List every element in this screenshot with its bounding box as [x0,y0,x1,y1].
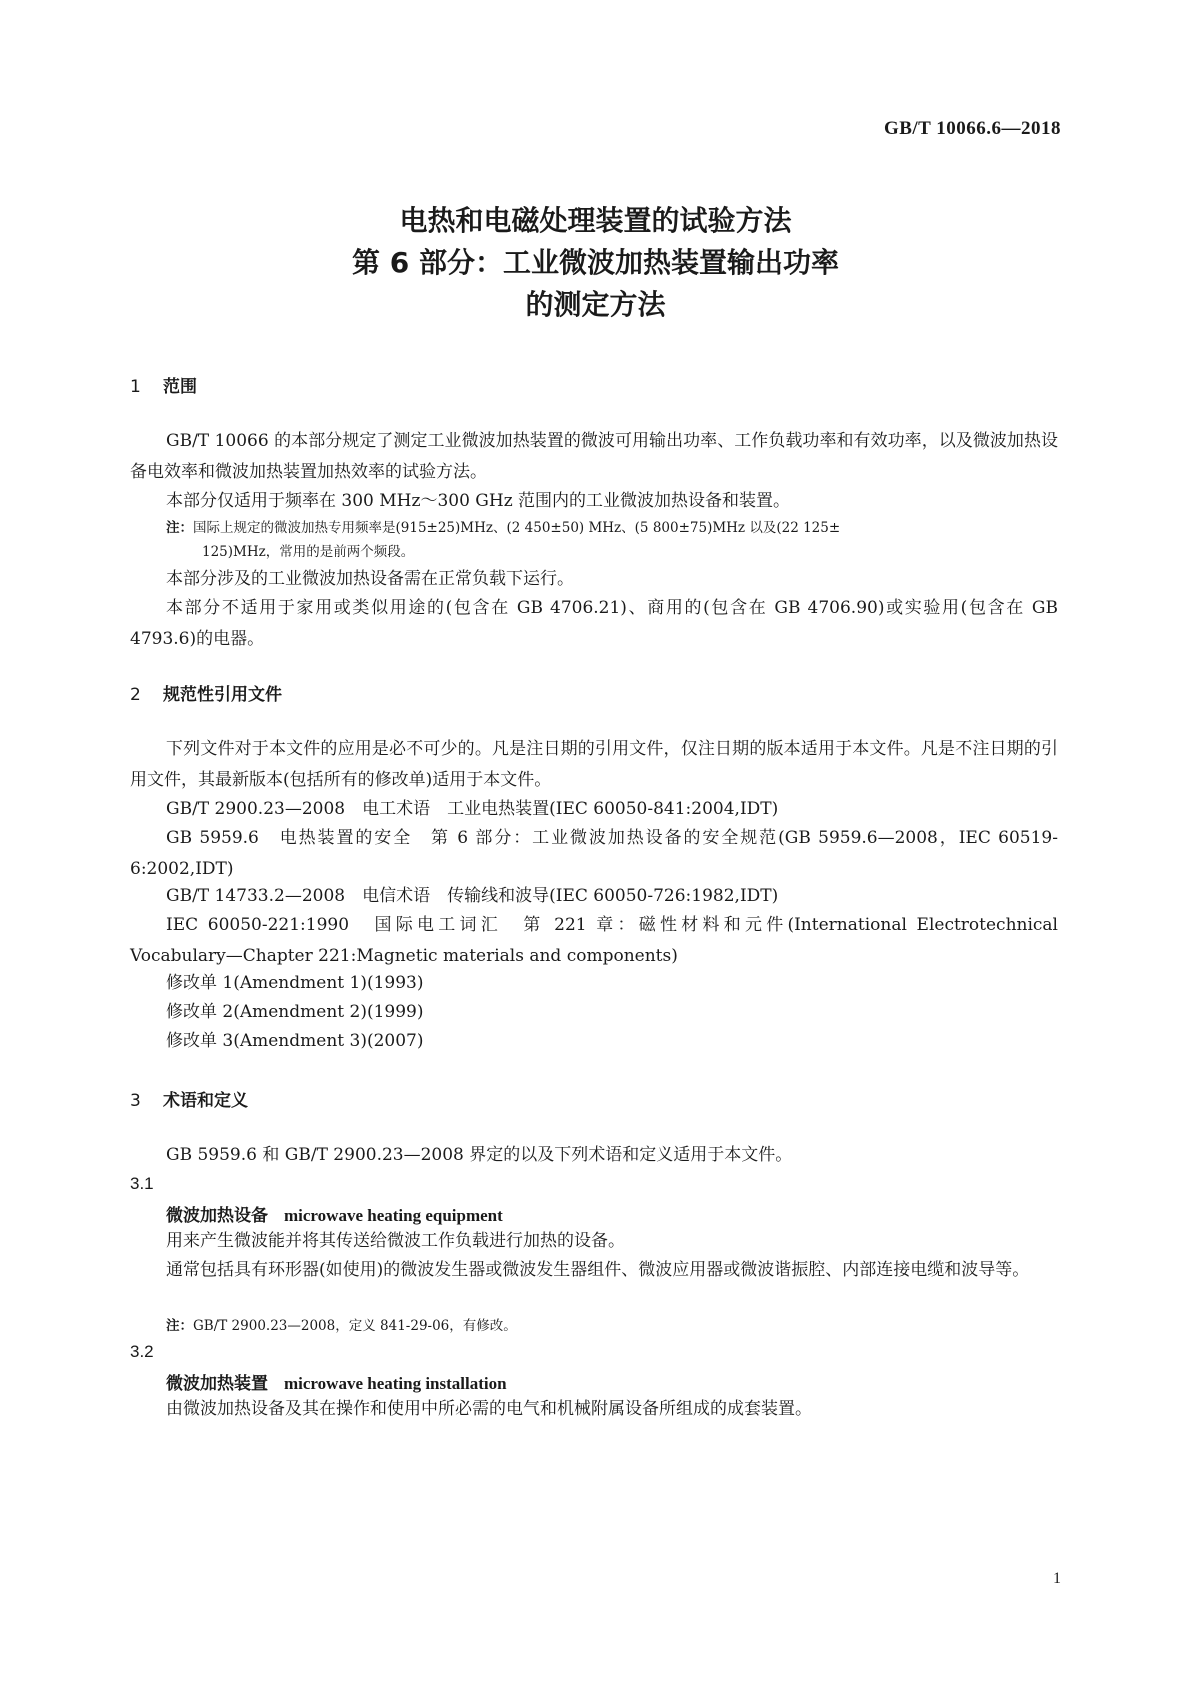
note-label: 注： [166,520,193,536]
section-title: 术语和定义 [163,1091,248,1111]
reference-item: GB 5959.6 电热装置的安全 第 6 部分：工业微波加热设备的安全规范(GB 5959.6—2008，IEC 60519-6:2002,IDT) [130,828,1058,879]
reference-item: IEC 60050-221:1990 国际电工词汇 第 221 章：磁性材料和元件(International Electrotechnical Vocabulary—Chapter 221:Magnetic materials and components) [130,915,1058,966]
reference-item: 修改单 1(Amendment 1)(1993) [166,973,424,993]
note [166,516,1058,564]
term-number: 3.2 [130,1342,154,1361]
paragraph: 本部分仅适用于频率在 300 MHz～300 GHz 范围内的工业微波加热设备和装置。 [166,491,791,511]
page-number: 1 [1053,1570,1061,1587]
section-1-heading [130,372,197,397]
paragraph: 本部分涉及的工业微波加热设备需在正常负载下运行。 [166,569,574,589]
term-english: microwave heating installation [284,1374,507,1393]
section-number: 1 [130,377,141,397]
note [166,1314,1058,1338]
term-entry [166,1369,507,1394]
reference-item: GB/T 14733.2—2008 电信术语 传输线和波导(IEC 60050-726:1982,IDT) [166,886,779,906]
section-2-heading [130,680,282,705]
section-title: 规范性引用文件 [163,685,282,705]
definition: 由微波加热设备及其在操作和使用中所必需的电气和机械附属设备所组成的成套装置。 [166,1399,812,1419]
note-text-continued: 125)MHz，常用的是前两个频段。 [202,544,415,560]
section-number: 3 [130,1091,141,1111]
reference-item: 修改单 2(Amendment 2)(1999) [166,1002,424,1022]
title-line-2: 第 6 部分：工业微波加热装置输出功率 [352,246,839,279]
term-number: 3.1 [130,1174,154,1193]
section-3-heading [130,1086,248,1111]
term-chinese: 微波加热装置 [166,1374,268,1394]
note-label: 注： [166,1318,193,1334]
title-line-1: 电热和电磁处理装置的试验方法 [399,204,792,237]
term-english: microwave heating equipment [284,1206,503,1225]
section-title: 范围 [163,377,197,397]
reference-item: GB/T 2900.23—2008 电工术语 工业电热装置(IEC 60050-841:2004,IDT) [166,799,779,819]
paragraph: 下列文件对于本文件的应用是必不可少的。凡是注日期的引用文件，仅注日期的版本适用于本文件。凡是不注日期的引用文件，其最新版本(包括所有的修改单)适用于本文件。 [130,739,1058,790]
standard-number: GB/T 10066.6—2018 [883,118,1061,139]
reference-item: 修改单 3(Amendment 3)(2007) [166,1031,424,1051]
definition: 用来产生微波能并将其传送给微波工作负载进行加热的设备。 [166,1231,625,1251]
paragraph: GB 5959.6 和 GB/T 2900.23—2008 界定的以及下列术语和定义适用于本文件。 [166,1145,793,1165]
note-text: 国际上规定的微波加热专用频率是(915±25)MHz、(2 450±50) MHz、(5 800±75)MHz 以及(22 125± [193,520,841,536]
section-number: 2 [130,685,141,705]
term-entry [166,1201,503,1226]
title-line-3: 的测定方法 [525,288,666,321]
paragraph: 本部分不适用于家用或类似用途的(包含在 GB 4706.21)、商用的(包含在 GB 4706.90)或实验用(包含在 GB 4793.6)的电器。 [130,598,1058,649]
paragraph: GB/T 10066 的本部分规定了测定工业微波加热装置的微波可用输出功率、工作负载功率和有效功率，以及微波加热设备电效率和微波加热装置加热效率的试验方法。 [130,431,1058,482]
paragraph: 通常包括具有环形器(如使用)的微波发生器或微波发生器组件、微波应用器或微波谐振腔、内部连接电缆和波导等。 [166,1260,1030,1280]
note-text: GB/T 2900.23—2008，定义 841-29-06，有修改。 [193,1318,517,1334]
term-chinese: 微波加热设备 [166,1206,268,1226]
